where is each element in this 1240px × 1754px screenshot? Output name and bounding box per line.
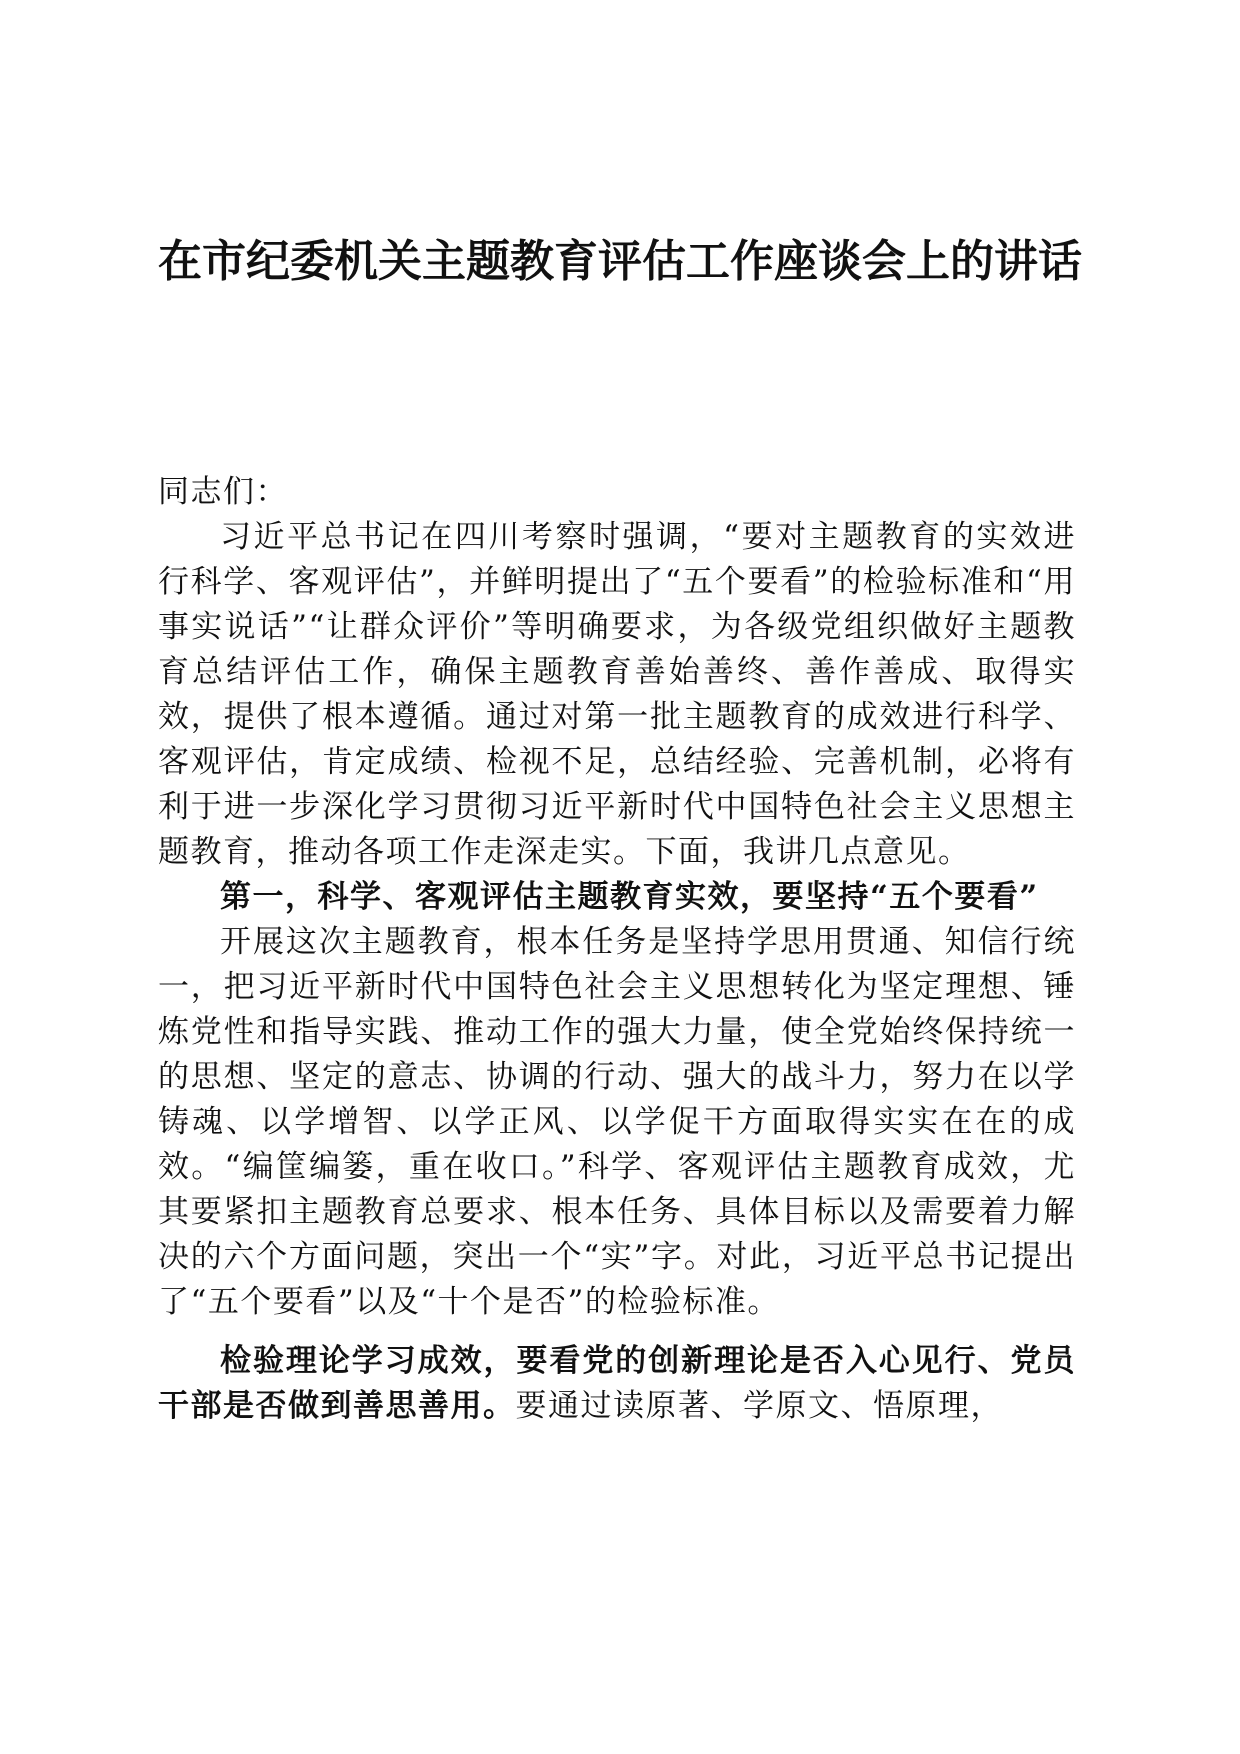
paragraph-continuation: 要通过读原著、学原文、悟原理， — [515, 1388, 1003, 1424]
paragraph-theory-study — [158, 1339, 1076, 1429]
paragraph-intro: 习近平总书记在四川考察时强调，“要对主题教育的实效进行科学、客观评估”，并鲜明提出了“五个要看”的检验标准和“用事实说话”“让群众评价”等明确要求，为各级党组织做好主题教育总结评估工作，确保主题教育善始善终、善作善成、取得实效，提供了根本遵循。通过对第一批主题教育的成效进行科学、客观评估，肯定成绩、检视不足，总结经验、完善机制，必将有利于进一步深化学习贯彻习近平新时代中国特色社会主义思想主题教育，推动各项工作走深走实。下面，我讲几点意见。 — [158, 519, 1076, 870]
salutation: 同志们： — [158, 474, 288, 510]
paragraph-lead-bold: 检验理论学习成效，要看党的创新理论是否入心见行、党员干部是否做到善思善用。 — [158, 1343, 1076, 1424]
section-heading-1: 第一，科学、客观评估主题教育实效，要坚持“五个要看” — [220, 879, 1039, 915]
document-title: 在市纪委机关主题教育评估工作座谈会上的讲话 — [158, 236, 1082, 287]
document-body — [158, 470, 1076, 1429]
paragraph-spacer — [158, 1325, 1076, 1339]
paragraph-section-1: 开展这次主题教育，根本任务是坚持学思用贯通、知信行统一，把习近平新时代中国特色社会主义思想转化为坚定理想、锤炼党性和指导实践、推动工作的强大力量，使全党始终保持统一的思想、坚定的意志、协调的行动、强大的战斗力，努力在以学铸魂、以学增智、以学正风、以学促干方面取得实实在在的成效。“编筐编篓，重在收口。”科学、客观评估主题教育成效，尤其要紧扣主题教育总要求、根本任务、具体目标以及需要着力解决的六个方面问题，突出一个“实”字。对此，习近平总书记提出了“五个要看”以及“十个是否”的检验标准。 — [158, 924, 1076, 1320]
